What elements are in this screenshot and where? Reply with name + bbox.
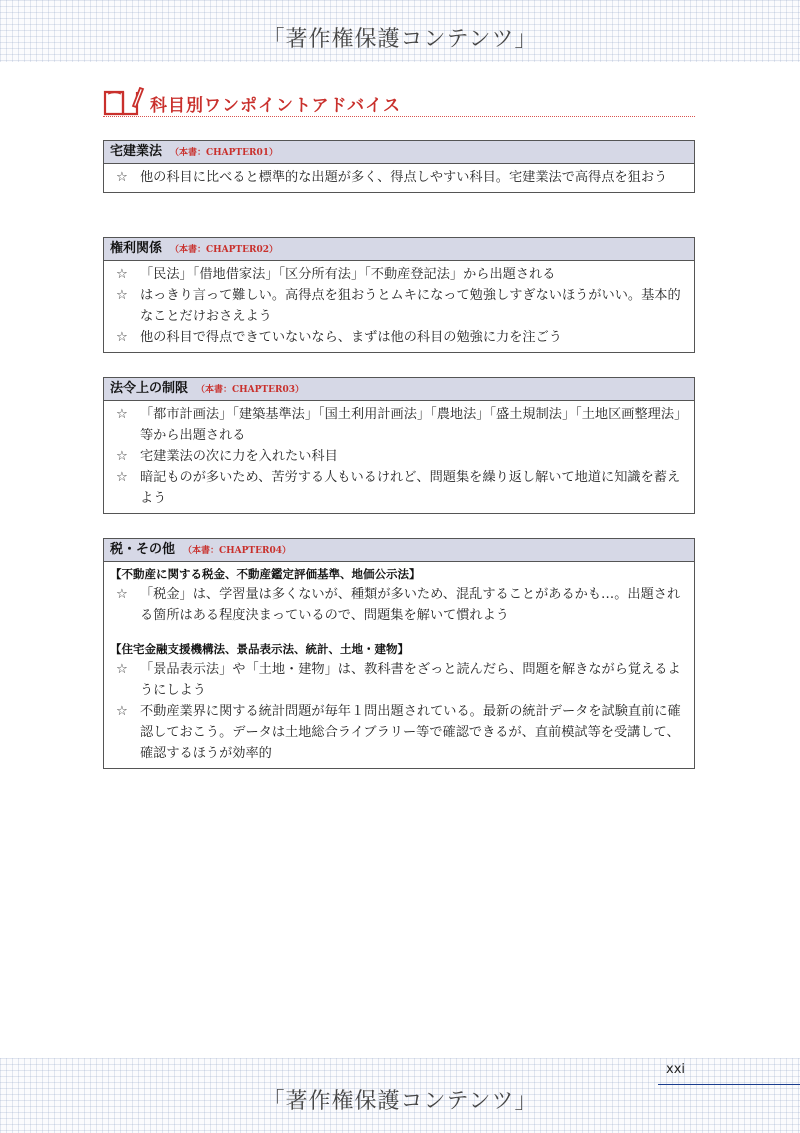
page-number: xxi (666, 1062, 685, 1077)
watermark-top: 「著作権保護コンテンツ」 (262, 27, 538, 52)
advice-item: ☆ 「都市計画法」「建築基準法」「国土利用計画法」「農地法」「盛土規制法」「土地区画整理法」等から出題される (110, 404, 688, 446)
advice-item: ☆ 暗記ものが多いため、苦労する人もいるけれど、問題集を繰り返し解いて地道に知識を蓄えよう (110, 467, 688, 509)
section-header (104, 539, 694, 562)
star-icon: ☆ (116, 267, 128, 282)
star-icon: ☆ (116, 288, 128, 303)
section-title: 法令上の制限 (110, 381, 189, 396)
chapter-ref: （本書：CHAPTER04） (183, 546, 291, 556)
section-heading (103, 86, 695, 117)
page-title: 科目別ワンポイントアドバイス (150, 96, 401, 116)
star-icon: ☆ (116, 449, 128, 464)
star-icon: ☆ (116, 330, 128, 345)
chapter-ref: （本書：CHAPTER01） (170, 148, 278, 158)
subsection-title: 【住宅金融支援機構法、景品表示法、統計、土地・建物】 (110, 642, 409, 656)
section-title: 権利関係 (110, 241, 163, 256)
section-header (104, 378, 694, 401)
section-title: 税・その他 (110, 542, 176, 557)
advice-item: ☆ 他の科目で得点できていないなら、まずは他の科目の勉強に力を注ごう (110, 327, 688, 348)
section-box-takken (103, 140, 695, 193)
chapter-ref: （本書：CHAPTER03） (196, 385, 304, 395)
section-title: 宅建業法 (110, 144, 163, 159)
section-header (104, 238, 694, 261)
watermark-bottom: 「著作権保護コンテンツ」 (262, 1089, 538, 1114)
star-icon: ☆ (116, 704, 128, 719)
advice-item: ☆ 不動産業界に関する統計問題が毎年１問出題されている。最新の統計データを試験直前に確認しておこう。データは土地総合ライブラリー等で確認できるが、直前模試等を受講して、確認するほうが効率的 (110, 701, 688, 764)
section-box-zei (103, 538, 695, 769)
chapter-ref: （本書：CHAPTER02） (170, 245, 278, 255)
advice-item: ☆ 他の科目に比べると標準的な出題が多く、得点しやすい科目。宅建業法で高得点を狙おう (110, 167, 688, 188)
section-box-kenri (103, 237, 695, 353)
star-icon: ☆ (116, 407, 128, 422)
advice-item: ☆ はっきり言って難しい。高得点を狙おうとムキになって勉強しすぎないほうがいい。基本的なことだけおさえよう (110, 285, 688, 327)
section-box-hourei (103, 377, 695, 514)
advice-item: ☆ 宅建業法の次に力を入れたい科目 (110, 446, 688, 467)
star-icon: ☆ (116, 470, 128, 485)
advice-item: ☆ 「税金」は、学習量は多くないが、種類が多いため、混乱することがあるかも…。出題される箇所はある程度決まっているので、問題集を解いて慣れよう (110, 584, 688, 626)
book-icon (103, 86, 145, 116)
star-icon: ☆ (116, 662, 128, 677)
star-icon: ☆ (116, 170, 128, 185)
star-icon: ☆ (116, 587, 128, 602)
section-header (104, 141, 694, 164)
advice-item: ☆ 「景品表示法」や「土地・建物」は、教科書をざっと読んだら、問題を解きながら覚えるようにしよう (110, 659, 688, 701)
subsection-title: 【不動産に関する税金、不動産鑑定評価基準、地価公示法】 (110, 567, 421, 581)
advice-item: ☆ 「民法」「借地借家法」「区分所有法」「不動産登記法」から出題される (110, 264, 688, 285)
